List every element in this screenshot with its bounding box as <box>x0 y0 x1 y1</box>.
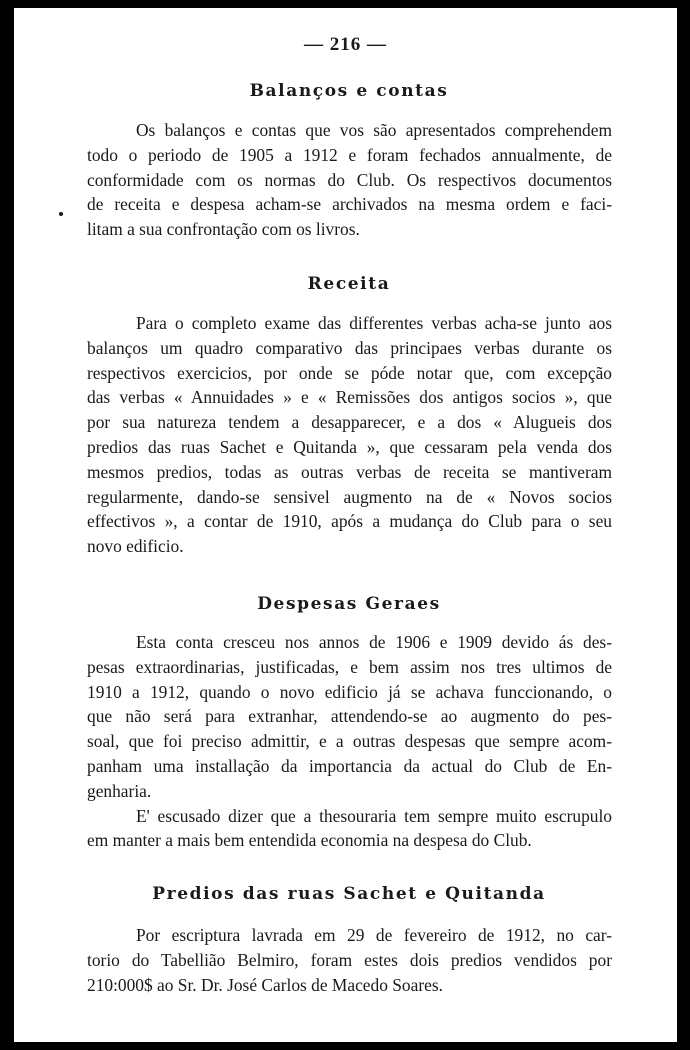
text-line: novo edificio. <box>87 536 184 557</box>
paragraph-despesas <box>87 630 612 853</box>
text-line: litam a sua confrontação com os livros. <box>87 219 360 240</box>
text-line: balanços um quadro comparativo das principaes verbas durante os <box>87 337 612 358</box>
text-line: Por escriptura lavrada em 29 de fevereiro de 1912, no car- <box>136 925 612 945</box>
text-line: de receita e despesa acham-se archivados na mesma ordem e faci- <box>87 194 612 215</box>
text-line: genharia. <box>87 780 152 801</box>
text-line: soal, que foi preciso admittir, e a outras despesas que sempre acom- <box>87 731 612 752</box>
marginal-dot <box>59 212 63 216</box>
text-line: effectivos », a contar de 1910, após a mudança do Club para o seu <box>87 511 612 532</box>
text-line: por sua natureza tendem a desapparecer, e a dos « Alugueis dos <box>87 412 612 433</box>
page-number: — 216 — <box>304 34 387 55</box>
text-line: torio do Tabellião Belmiro, foram estes dois predios vendidos por <box>87 949 612 970</box>
text-line: Esta conta cresceu nos annos de 1906 e 1909 devido ás des- <box>136 632 612 652</box>
text-line: 210:000$ ao Sr. Dr. José Carlos de Macedo Soares. <box>87 974 443 995</box>
text-line: em manter a mais bem entendida economia na despesa do Club. <box>87 830 532 851</box>
text-line: mesmos predios, todas as outras verbas de receita se mantiveram <box>87 461 612 482</box>
paragraph-balancos <box>87 118 612 242</box>
text-line: predios das ruas Sachet e Quitanda », que cessaram pela venda dos <box>87 436 612 457</box>
text-line: pesas extraordinarias, justificadas, e bem assim nos tres ultimos de <box>87 656 612 677</box>
section-heading-receita: Receita <box>307 274 391 294</box>
text-line: respectivos exercicios, por onde se póde notar que, com excepção <box>87 362 612 383</box>
text-line: 1910 a 1912, quando o novo edificio já se achava funccionando, o <box>87 681 612 702</box>
text-line: Os balanços e contas que vos são apresentados comprehendem <box>136 120 612 140</box>
text-line: que não será para extranhar, attendendo-se ao augmento do pes- <box>87 706 612 727</box>
text-line: Para o completo exame das differentes verbas acha-se junto aos <box>136 313 612 333</box>
text-line: panham uma installação da importancia da actual do Club de En- <box>87 755 612 776</box>
section-heading-predios: Predios das ruas Sachet e Quitanda <box>152 884 546 904</box>
document-page <box>14 8 677 1042</box>
text-line: todo o periodo de 1905 a 1912 e foram fechados annualmente, de <box>87 144 612 165</box>
text-line: E' escusado dizer que a thesouraria tem sempre muito escrupulo <box>136 805 612 826</box>
paragraph-predios <box>87 923 612 997</box>
text-line: conformidade com os normas do Club. Os respectivos documentos <box>87 169 612 190</box>
text-line: regularmente, dando-se sensivel augmento na de « Novos socios <box>87 486 612 507</box>
section-heading-despesas: Despesas Geraes <box>257 594 441 614</box>
text-line: das verbas « Annuidades » e « Remissões dos antigos socios », que <box>87 387 612 408</box>
paragraph-receita <box>87 311 612 559</box>
section-heading-balancos: Balanços e contas <box>249 81 449 101</box>
